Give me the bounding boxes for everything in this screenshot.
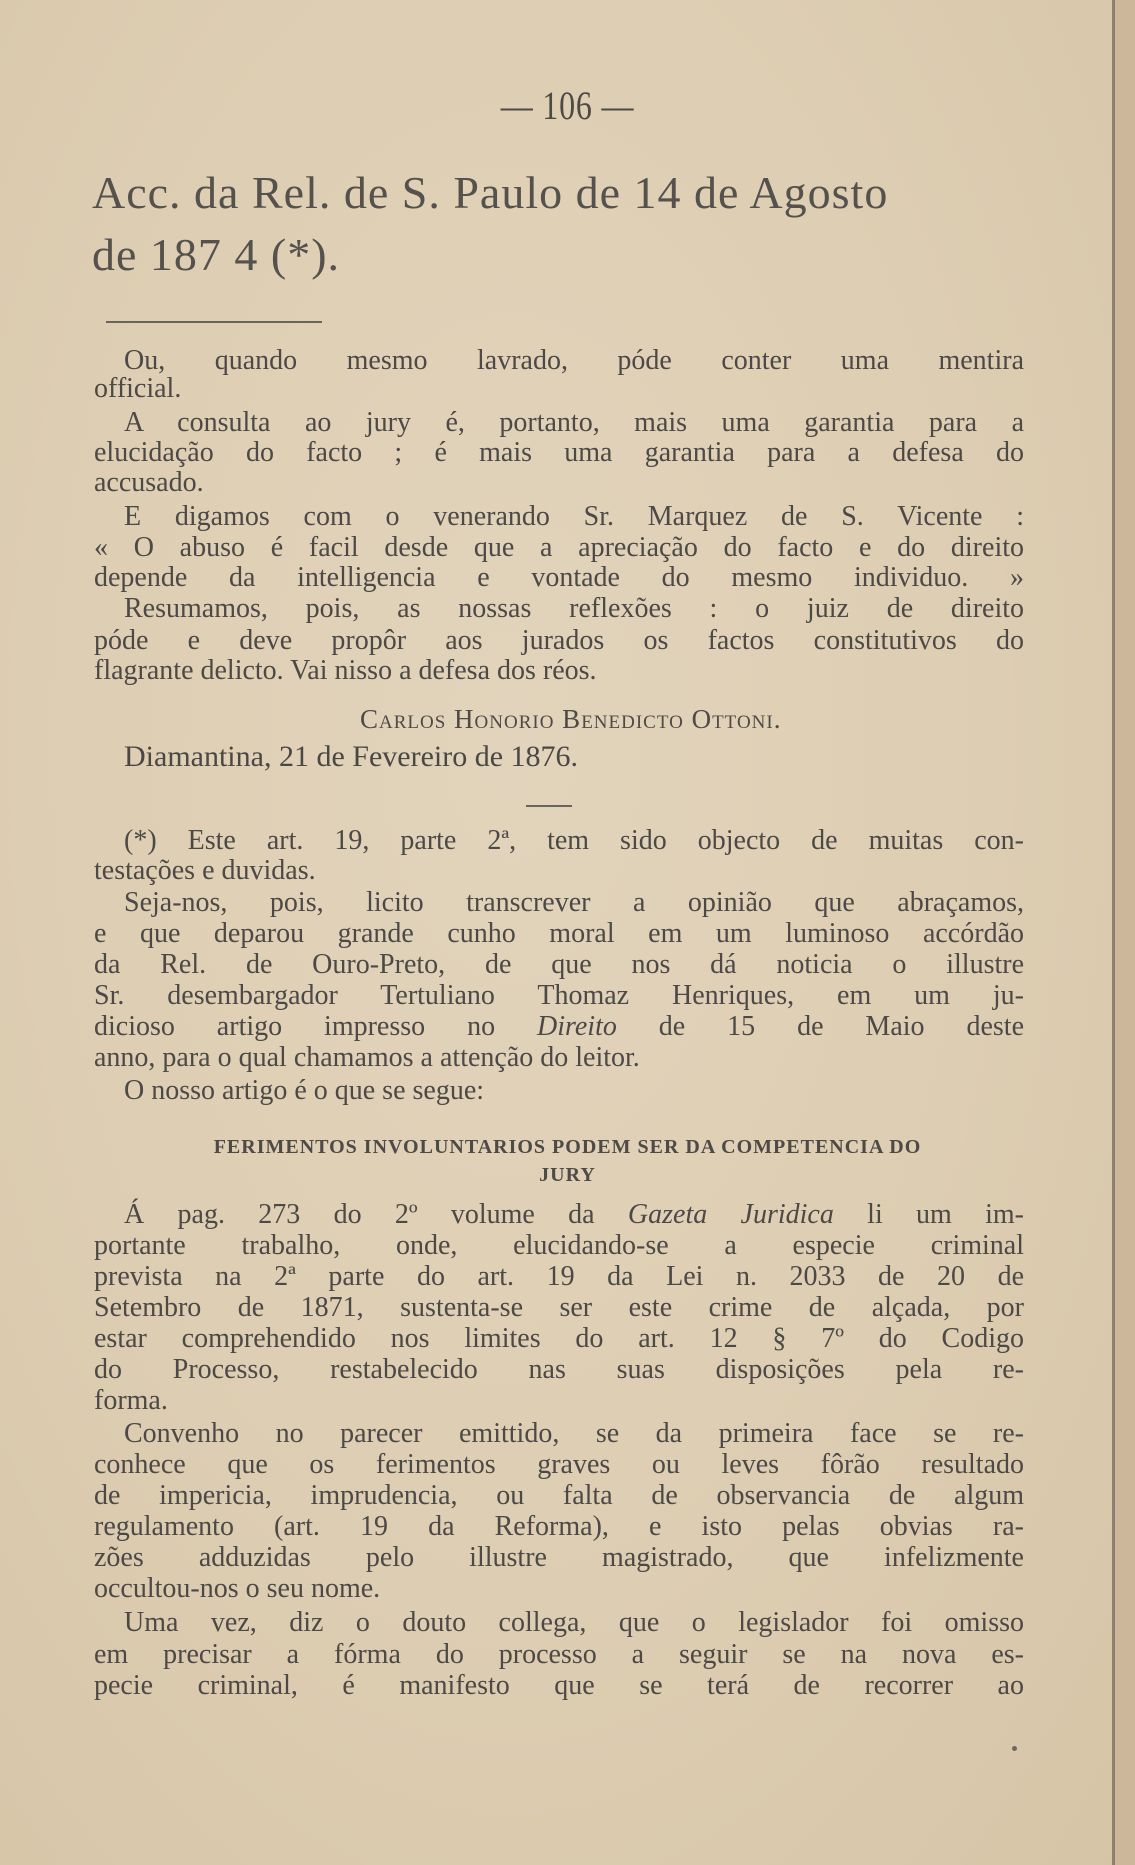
footnote-line: estar comprehendido nos limites do art. 12 § 7º do Codigo bbox=[94, 1323, 1024, 1354]
periodical-title-direito: Direito bbox=[537, 1011, 617, 1042]
footnote-line: Uma vez, diz o douto collega, que o legislador foi omisso bbox=[124, 1607, 1024, 1638]
footnote-line: pecie criminal, é manifesto que se terá de recorrer ao bbox=[94, 1670, 1024, 1701]
section-rule bbox=[106, 321, 322, 323]
footnote-line: forma. bbox=[94, 1385, 168, 1416]
footnote-line: Seja-nos, pois, licito transcrever a opinião que abraçamos, bbox=[124, 887, 1024, 918]
body-line: E digamos com o venerando Sr. Marquez de S. Vicente : bbox=[124, 501, 1024, 532]
author-signature: Carlos Honorio Benedicto Ottoni. bbox=[360, 704, 782, 734]
footnote-line: portante trabalho, onde, elucidando-se a especie criminal bbox=[94, 1230, 1024, 1261]
ink-speck bbox=[1012, 1746, 1017, 1751]
footnote-line: do Processo, restabelecido nas suas disposições pela re- bbox=[94, 1354, 1024, 1385]
section-heading-line-2: JURY bbox=[539, 1164, 596, 1186]
footnote-line: prevista na 2ª parte do art. 19 da Lei n. 2033 de 20 de bbox=[94, 1261, 1024, 1292]
text-run: li um im- bbox=[833, 1199, 1025, 1230]
section-heading-line-1: FERIMENTOS INVOLUNTARIOS PODEM SER DA COMPETENCIA DO bbox=[213, 1136, 922, 1158]
footnote-line: de impericia, imprudencia, ou falta de observancia de algum bbox=[94, 1480, 1024, 1511]
text-run: dicioso artigo impresso no bbox=[94, 1011, 538, 1042]
text-run: Á pag. 273 do 2º volume da bbox=[124, 1199, 628, 1230]
body-line: depende da intelligencia e vontade do mesmo individuo. » bbox=[94, 562, 1024, 593]
body-line: Ou, quando mesmo lavrado, póde conter uma mentira bbox=[124, 345, 1024, 376]
footnote-line: da Rel. de Ouro-Preto, de que nos dá noticia o illustre bbox=[94, 949, 1024, 980]
adjacent-page-strip bbox=[1115, 0, 1135, 1865]
footnote-line: Convenho no parecer emittido, se da primeira face se re- bbox=[124, 1418, 1024, 1449]
article-title-line-1: Acc. da Rel. de S. Paulo de 14 de Agosto bbox=[92, 167, 889, 218]
footnote-line: O nosso artigo é o que se segue: bbox=[124, 1075, 485, 1106]
footnote-line bbox=[124, 1200, 1024, 1230]
footnote-line: regulamento (art. 19 da Reforma), e isto pelas obvias ra- bbox=[94, 1511, 1024, 1542]
footnote-line: Setembro de 1871, sustenta-se ser este crime de alçada, por bbox=[94, 1292, 1024, 1323]
footnote-line: zões adduzidas pelo illustre magistrado, que infelizmente bbox=[94, 1542, 1024, 1573]
footnote-line: Sr. desembargador Tertuliano Thomaz Henriques, em um ju- bbox=[94, 980, 1024, 1011]
footnote-line: conhece que os ferimentos graves ou leves fôrão resultado bbox=[94, 1449, 1024, 1480]
body-line: flagrante delicto. Vai nisso a defesa dos réos. bbox=[94, 655, 597, 686]
footnote-line: em precisar a fórma do processo a seguir se na nova es- bbox=[94, 1639, 1024, 1670]
body-line: accusado. bbox=[94, 467, 204, 498]
footnote-line: (*) Este art. 19, parte 2ª, tem sido objecto de muitas con- bbox=[124, 825, 1024, 856]
text-run: de 15 de Maio deste bbox=[616, 1011, 1024, 1042]
dateline: Diamantina, 21 de Fevereiro de 1876. bbox=[124, 740, 579, 773]
periodical-title-gazeta: Gazeta Juridica bbox=[627, 1199, 834, 1230]
footnote-rule bbox=[526, 805, 572, 807]
body-line: « O abuso é facil desde que a apreciação do facto e do direito bbox=[94, 532, 1024, 563]
footnote-line: anno, para o qual chamamos a attenção do leitor. bbox=[94, 1042, 640, 1073]
footnote-line: occultou-nos o seu nome. bbox=[94, 1573, 381, 1604]
body-line: Resumamos, pois, as nossas reflexões : o juiz de direito bbox=[124, 593, 1024, 624]
footnote-line: e que deparou grande cunho moral em um luminoso accórdão bbox=[94, 918, 1024, 949]
body-line: A consulta ao jury é, portanto, mais uma garantia para a bbox=[124, 407, 1024, 438]
footnote-line: testações e duvidas. bbox=[94, 855, 316, 886]
body-line: póde e deve propôr aos jurados os factos constitutivos do bbox=[94, 625, 1024, 656]
body-line: elucidação do facto ; é mais uma garantia para a defesa do bbox=[94, 437, 1024, 468]
article-title-line-2: de 187 4 (*). bbox=[92, 229, 341, 280]
page-number: — 106 — bbox=[500, 83, 635, 128]
footnote-line bbox=[94, 1012, 1024, 1042]
body-line: official. bbox=[94, 373, 182, 404]
